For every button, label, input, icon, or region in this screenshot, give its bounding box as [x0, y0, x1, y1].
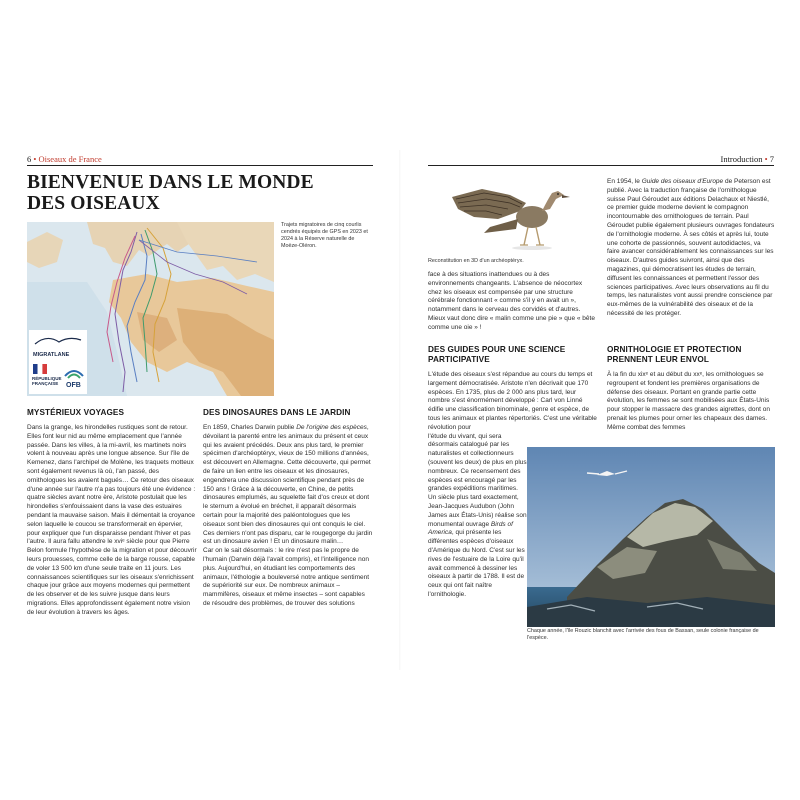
column-intelligence: [428, 271, 596, 333]
republique-flag-icon: [33, 364, 47, 374]
bird-caption: Reconstitution en 3D d'un archéoptéryx.: [428, 258, 524, 264]
book-title: Guide des oiseaux d'Europe: [641, 178, 724, 185]
paragraph: [607, 178, 775, 319]
paragraph: Dans la grange, les hirondelles rustiques sont de retour. Elles font leur nid au même emplacement que l'année passée. Dans les villes, à la mi-avril, les martinets noirs volent à nouveau après une longue absence. Sur l'île de Kemenez, dans l'archipel de Molène, les traquets motteux sont également revenus là où, l'an passé, des ornithologues les avaient bagués… Ce retour des oiseaux d'une année sur l'autre n'a pas toujours été une évidence : quatre siècles avant notre ère, Aristote postulait que les hirondelles s'enfouissaient dans la vase des estuaires pendant la mauvaise saison. Mais il démentait la croyance selon laquelle le coucou se transformerait en épervier, pour expliquer que l'un disparaisse pendant l'hiver et pas l'autre. Il aura fallu attendre le xviᵉ siècle pour que Pierre Belon formule l'hypothèse de la migration et pour découvrir leurs prouesses, comme celle de la barge rousse, capable de voler 13 500 km d'une seule traite en 11 jours. Les connaissances scientifiques sur les oiseaux s'enrichissent chaque jour grâce aux moyens modernes qui permettent de les observer et de les suivre jusque dans leurs migrations. Elles approfondissent également notre vision de leur évolution à travers les âges.: [27, 424, 197, 616]
running-title: Introduction: [720, 154, 763, 164]
right-page: [400, 0, 800, 800]
migratlane-logo: MIGRATLANE: [33, 352, 70, 358]
column-ornithologie: [607, 371, 777, 433]
header-rule: [428, 165, 774, 166]
ofb-logo: OFB: [66, 382, 81, 389]
folio-bullet: •: [764, 154, 768, 164]
book-title: De l'origine des espèces: [296, 424, 367, 431]
island-photo: [527, 447, 775, 627]
partner-logos: [29, 330, 87, 394]
section-heading-mysterieux-voyages: MYSTÉRIEUX VOYAGES: [27, 408, 125, 417]
column-dinosaures: [203, 424, 373, 609]
text-run: , dévoilant la parenté entre les animaux du présent et ceux qui les avaient précédés. Deux ans plus tard, le premier spécimen d'archéoptéryx, vieux de 150 millions d'années, est découvert en Allemagne. Cette découverte, qui permet de faire un lien entre les oiseaux et les dinosaures, engendrera une discussion scientifique pendant près de 150 ans ! Grâce à la découverte, en Chine, de petits dinosaures emplumés, au squelette fait d'os creux et dont le sternum a évolué en bréchet, il apparaît désormais certain pour la majorité des paléontologues que les oiseaux sont bien des dinosaures qui ont conquis le ciel. Ces derniers n'ont pas disparu, car le rougegorge du jardin est un dinosaure avien ! Et un dinosaure malin…: [203, 424, 373, 546]
column-guides: [428, 371, 597, 600]
migration-map: [27, 222, 274, 396]
column-mysterieux-voyages: [27, 424, 197, 618]
rouzic-island-illustration: [527, 447, 775, 627]
text-run: de Peterson est publié. Avec la traduction française de l'ornithologue suisse Paul Géroudet aux éditions Delachaux et Niestlé, ce premier guide moderne devient le compagnon incontournable des ornithologues de terrain. Paul Géroudet publie également plusieurs ouvrages fondateurs de l'ornithologie moderne. À ses côtés et après lui, toute une cohorte de passionnés, souvent autodidactes, va faire avancer considérablement les connaissances sur les oiseaux. D'autres guides suivront, ainsi que des magazines, qui démocratisent les études de terrain, diffusent les connaissances et permettent l'essor des sciences participatives. Avec leurs observations au fil du temps, les naturalistes vont aussi prendre conscience par eux-mêmes de la vulnérabilité des oiseaux et de la nécessité de les protéger.: [607, 178, 775, 317]
running-title: Oiseaux de France: [38, 154, 102, 164]
paragraph: À la fin du xixᵉ et au début du xxᵉ, les ornithologues se regroupent et fondent les premières organisations de défense des oiseaux. Portant en grande partie cette évolution, les femmes se sont mobilisées aux États-Unis pour stopper le massacre des grandes aigrettes, dont on prenait les plumes pour orner les chapeaux des dames. Même combat des femmes: [607, 371, 770, 431]
migratlane-bird-icon: [29, 332, 87, 350]
map-caption: Trajets migratoires de cinq courlis cendrés équipés de GPS en 2023 et 2024 à la Réserve naturelle de Moëze-Oléron.: [281, 222, 368, 249]
page-number: 7: [769, 154, 774, 164]
section-heading-ornithologie: ORNITHOLOGIE ET PROTECTION PRENNENT LEUR ENVOL: [607, 345, 742, 364]
page-title: [27, 172, 367, 214]
republique-logo: RÉPUBLIQUE FRANÇAISE: [32, 376, 62, 386]
column-guides-history: [607, 178, 775, 319]
book-title: Birds of America: [428, 520, 513, 537]
paragraph: [428, 433, 528, 600]
text-run: l'étude du vivant, qui sera désormais catalogué par les naturalistes et collectionneurs (souvent les deux) de plus en plus nombreux. Ce recensement des espèces est encouragé par les grandes expéditions maritimes. Un siècle plus tard exactement, Jean-Jacques Audubon (John James aux États-Unis) réalise son monumental ouvrage: [428, 432, 527, 528]
paragraph: [203, 424, 373, 547]
title-line-1: BIENVENUE DANS LE MONDE: [27, 172, 314, 193]
folio-bullet: •: [33, 154, 37, 164]
folio-right: [720, 154, 774, 164]
paragraph: Car on le sait désormais : le rire n'est pas le propre de l'humain (Darwin déjà l'avait compris), et l'intelligence non plus. Aujourd'hui, en étudiant les comportements des animaux, l'éthologie a bouleversé notre antique sentiment de supériorité sur eux. De nombreux animaux – mammifères, oiseaux et même insectes – sont capables de résoudre des problèmes, de trouver des solutions: [203, 547, 370, 607]
paragraph: face à des situations inattendues ou à des environnements changeants. L'absence de néocortex chez les oiseaux est compensée par une structure cérébrale fonctionnant « comme s'il y en avait un », notamment dans le cerveau des corvidés et d'autres. Mieux vaut donc dire « malin comme une pie » que « bête comme une oie » !: [428, 271, 595, 331]
section-heading-dinosaures: DES DINOSAURES DANS LE JARDIN: [203, 408, 351, 417]
island-caption: Chaque année, l'île Rouzic blanchit avec l'arrivée des fous de Bassan, seule colonie française de l'espèce.: [527, 628, 759, 641]
section-heading-guides: DES GUIDES POUR UNE SCIENCE PARTICIPATIVE: [428, 345, 566, 364]
page-number: 6: [27, 154, 32, 164]
text-run: , qui présente les différentes espèces d'oiseaux d'Amérique du Nord. C'est sur les rives de l'estuaire de la Loire qu'il avait commencé à dessiner les oiseaux à partir de 1788. Il est de ceux qui ont fait naître l'ornithologie.: [428, 529, 525, 598]
paragraph: L'étude des oiseaux s'est répandue au cours du temps et largement démocratisée. Aristote n'en décrivait que 170 espèces. En 1735, plus de 2 000 ans plus tard, leur nombre s'est énormément développé : Carl von Linné édifie une classification binominale, genre et espèce, de tous les animaux et plantes répertoriés. C'est une véritable révolution pour: [428, 371, 597, 431]
header-rule: [27, 165, 373, 166]
text-run: En 1954, le: [607, 178, 642, 185]
ofb-emblem-icon: [63, 366, 85, 380]
title-line-2: DES OISEAUX: [27, 193, 160, 214]
folio-left: [27, 154, 102, 164]
archaeopteryx-illustration: [428, 175, 598, 255]
text-run: En 1859, Charles Darwin publie: [203, 424, 297, 431]
